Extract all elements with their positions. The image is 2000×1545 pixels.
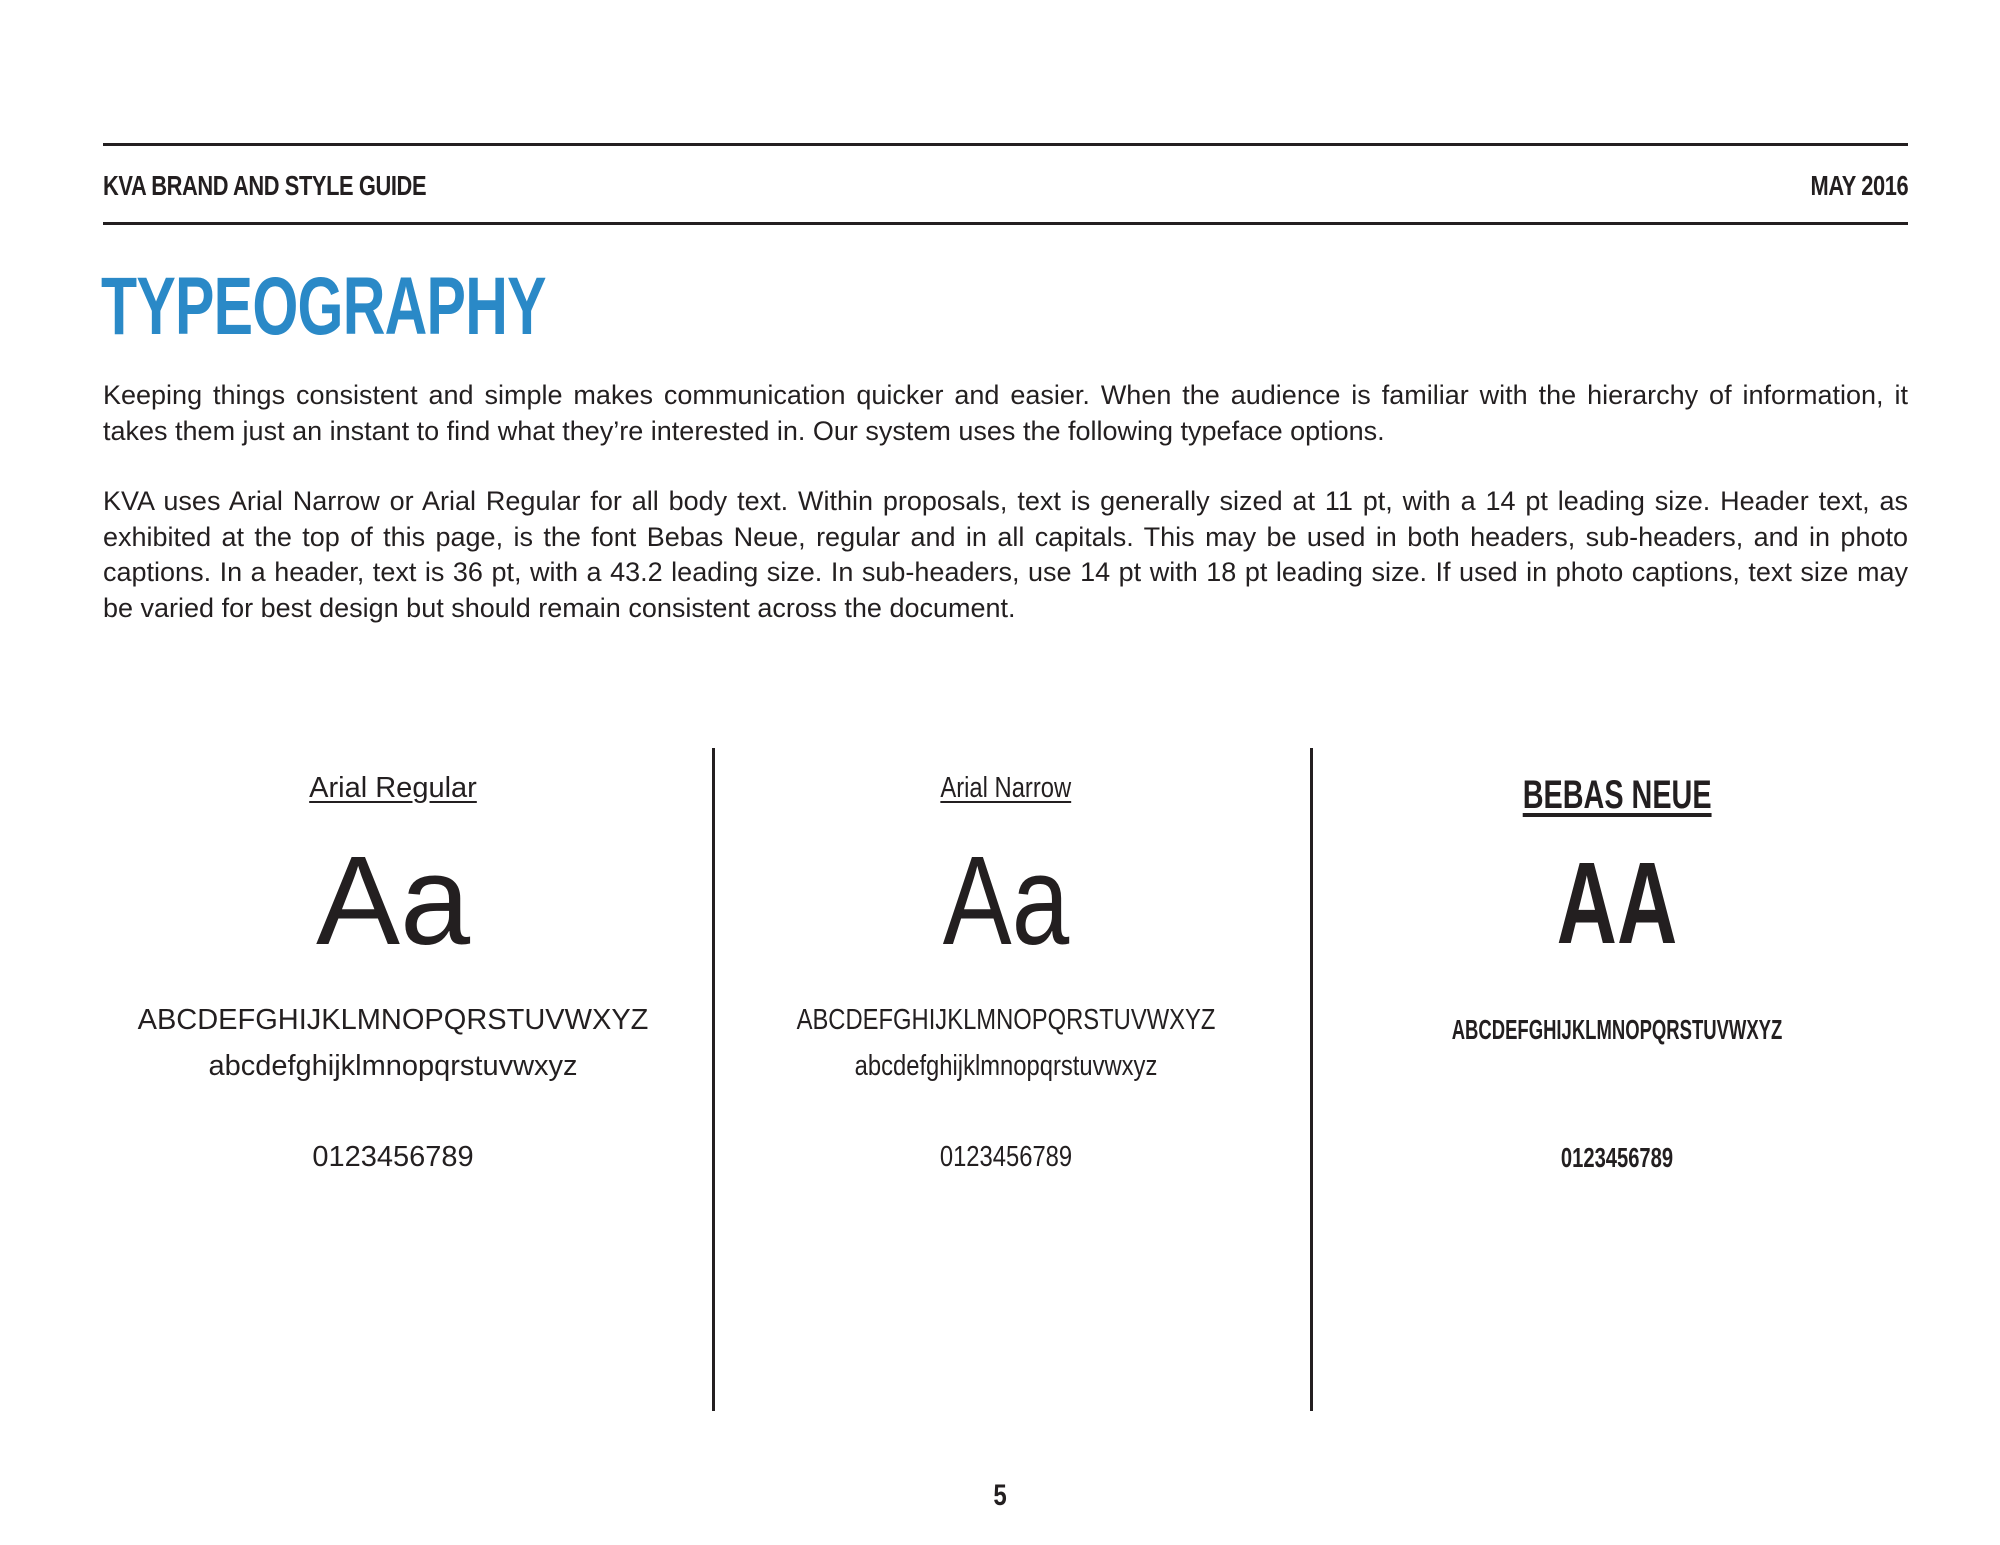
font-sample-glyphs: AA (1556, 838, 1678, 968)
header-bottom-rule (103, 222, 1908, 225)
font-name: BEBAS NEUE (1522, 773, 1712, 817)
digits: 0123456789 (312, 1141, 474, 1173)
page-number: 5 (993, 1479, 1007, 1512)
font-specimen-bebas-neue (1317, 770, 1917, 1176)
lowercase-alphabet: abcdefghijklmnopqrstuvwxyz (854, 1050, 1158, 1082)
lowercase-alphabet: abcdefghijklmnopqrstuvwxyz (208, 1050, 578, 1082)
digits: 0123456789 (1560, 1142, 1674, 1173)
font-name: Arial Narrow (940, 772, 1072, 804)
header-top-rule (103, 143, 1908, 146)
uppercase-alphabet: ABCDEFGHIJKLMNOPQRSTUVWXYZ (796, 1004, 1216, 1036)
uppercase-alphabet: ABCDEFGHIJKLMNOPQRSTUVWXYZ (137, 1004, 649, 1036)
font-specimen-arial-regular (93, 770, 693, 1175)
document-title: KVA BRAND AND STYLE GUIDE (103, 170, 427, 201)
digits: 0123456789 (939, 1141, 1073, 1173)
font-specimen-arial-narrow (706, 770, 1306, 1175)
column-divider (1310, 748, 1313, 1411)
intro-paragraph: Keeping things consistent and simple makes communication quicker and easier. When the audience is familiar with the hierarchy of information, it takes them just an instant to find what they’re interested in. Our system uses the following typeface options. (103, 380, 1908, 446)
font-sample-glyphs: Aa (942, 830, 1070, 971)
body-text-paragraph: KVA uses Arial Narrow or Arial Regular for all body text. Within proposals, text is generally sized at 11 pt, with a 14 pt leading size. Header text, as exhibited at the top of this page, is the font Bebas Neue, regular and in all capitals. This may be used in both headers, sub-headers, and in photo captions. In a header, text is 36 pt, with a 43.2 leading size. In sub-headers, use 14 pt with 18 pt leading size. If used in photo captions, text size may be varied for best design but should remain consistent across the document. (103, 486, 1908, 623)
font-name: Arial Regular (309, 772, 477, 804)
page-title: TYPEOGRAPHY (101, 261, 546, 352)
font-sample-glyphs: Aa (315, 830, 471, 971)
document-date: MAY 2016 (1810, 170, 1908, 201)
uppercase-alphabet: ABCDEFGHIJKLMNOPQRSTUVWXYZ (1451, 1014, 1783, 1045)
